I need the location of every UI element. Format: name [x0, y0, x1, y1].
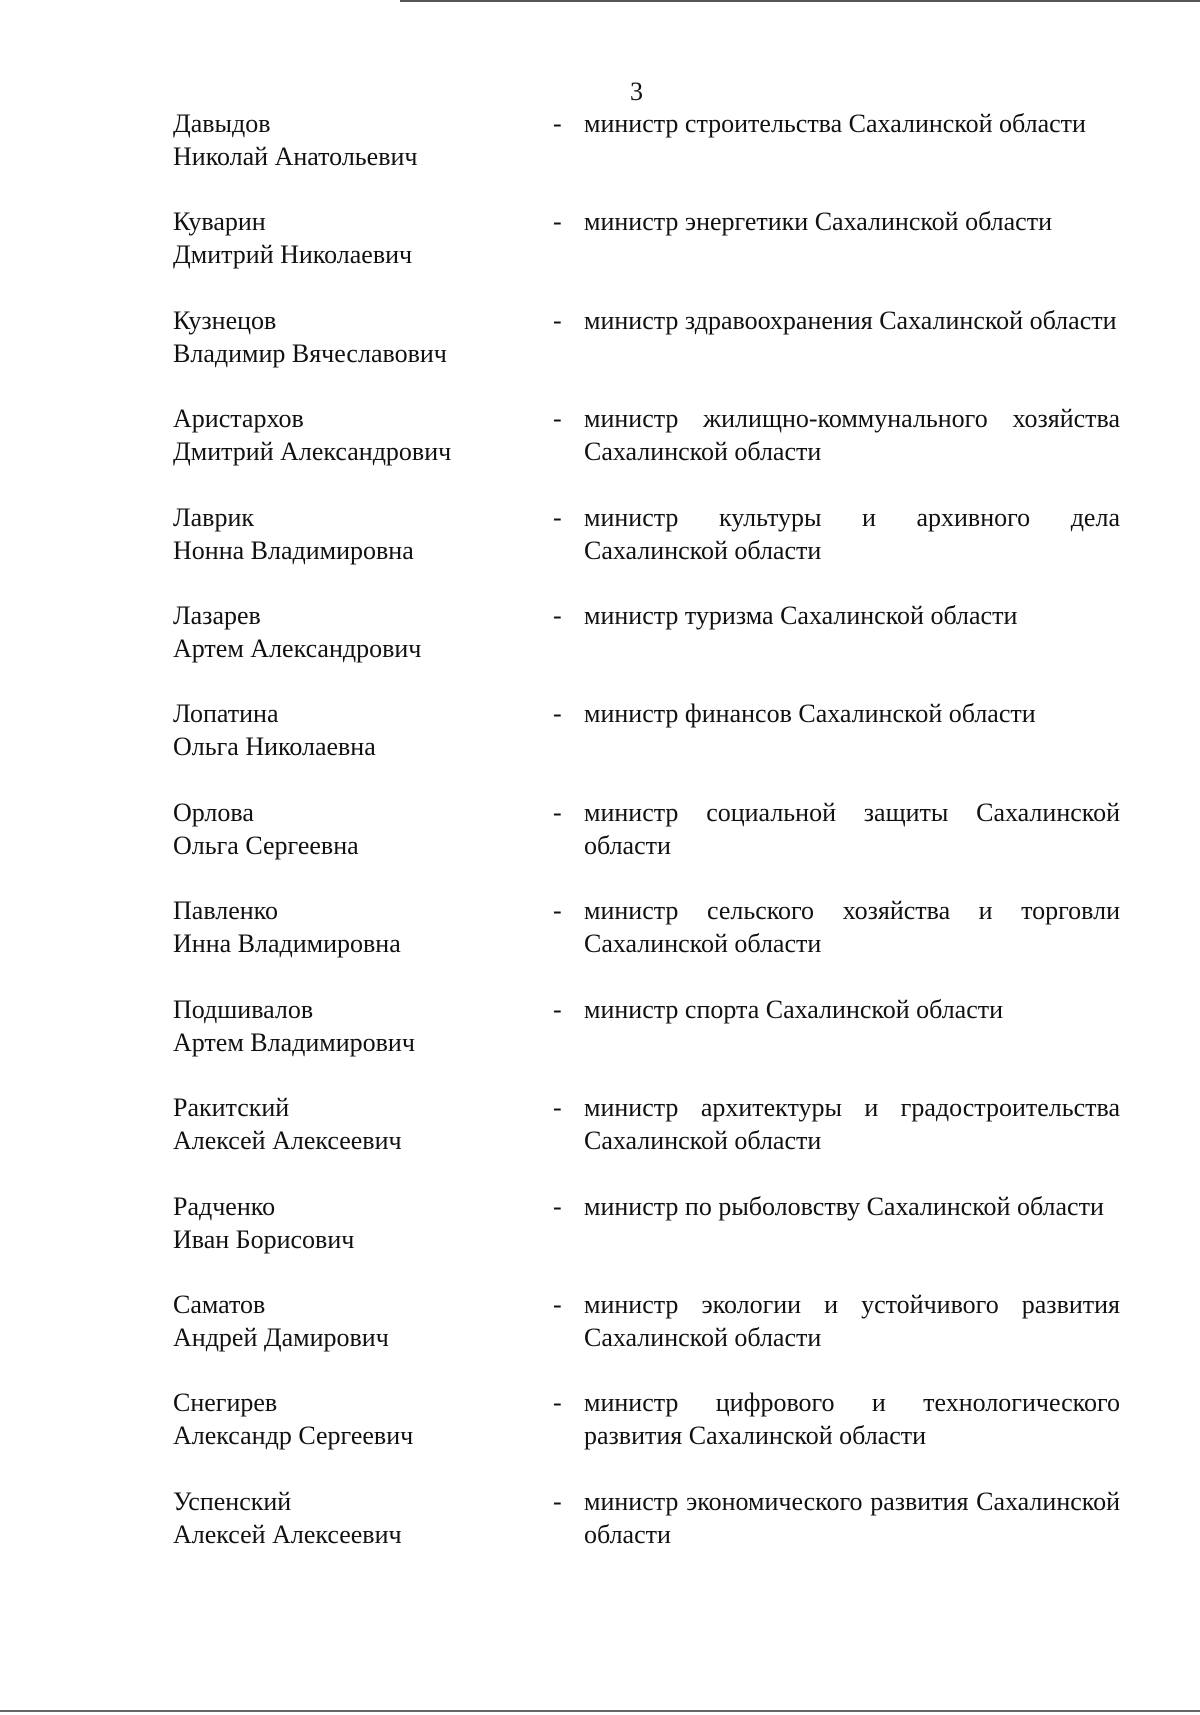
separator-dash: - — [553, 699, 562, 728]
given-names: Алексей Алексеевич — [173, 1519, 402, 1549]
position-title: министр культуры и архивного дела Сахалинской области — [584, 503, 1120, 565]
position-title: министр строительства Сахалинской области — [584, 109, 1086, 138]
separator-dash: - — [553, 404, 562, 433]
position-title: министр сельского хозяйства и торговли Сахалинской области — [584, 896, 1120, 958]
surname: Снегирев — [173, 1388, 278, 1417]
position-title: министр здравоохранения Сахалинской области — [584, 306, 1117, 335]
given-names: Александр Сергеевич — [173, 1420, 414, 1450]
list-item — [0, 797, 1200, 863]
given-names: Инна Владимировна — [173, 928, 401, 958]
separator-dash: - — [553, 1192, 562, 1221]
position-title: министр спорта Сахалинской области — [584, 995, 1004, 1024]
position-title: министр социальной защиты Сахалинской области — [584, 798, 1120, 860]
position-title: министр архитектуры и градостроительства Сахалинской области — [584, 1093, 1120, 1155]
list-item — [0, 994, 1200, 1060]
given-names: Иван Борисович — [173, 1224, 355, 1254]
person-name — [173, 206, 533, 271]
list-item — [0, 1387, 1200, 1453]
position-title: министр экономического развития Сахалинской области — [584, 1487, 1120, 1549]
person-name — [173, 1486, 533, 1551]
position-title: министр энергетики Сахалинской области — [584, 207, 1052, 236]
scan-edge-bottom — [0, 1710, 1200, 1712]
given-names: Ольга Николаевна — [173, 731, 376, 761]
list-item — [0, 206, 1200, 272]
list-item — [0, 600, 1200, 666]
list-item — [0, 502, 1200, 568]
surname: Давыдов — [173, 109, 271, 138]
separator-dash: - — [553, 1290, 562, 1319]
surname: Куварин — [173, 207, 266, 236]
separator-dash: - — [553, 503, 562, 532]
position-title: министр цифрового и технологического развития Сахалинской области — [584, 1388, 1120, 1450]
given-names: Артем Александрович — [173, 633, 422, 663]
separator-dash: - — [553, 306, 562, 335]
separator-dash: - — [553, 798, 562, 827]
given-names: Дмитрий Николаевич — [173, 239, 413, 269]
separator-dash: - — [553, 601, 562, 630]
given-names: Андрей Дамирович — [173, 1322, 389, 1352]
surname: Лопатина — [173, 699, 279, 728]
person-name — [173, 600, 533, 665]
separator-dash: - — [553, 896, 562, 925]
list-item — [0, 1092, 1200, 1158]
surname: Павленко — [173, 896, 278, 925]
person-name — [173, 1387, 533, 1452]
person-name — [173, 502, 533, 567]
separator-dash: - — [553, 207, 562, 236]
position-title: министр финансов Сахалинской области — [584, 699, 1036, 728]
given-names: Алексей Алексеевич — [173, 1125, 402, 1155]
list-item — [0, 698, 1200, 764]
surname: Кузнецов — [173, 306, 277, 335]
position-title: министр экологии и устойчивого развития Сахалинской области — [584, 1290, 1120, 1352]
person-name — [173, 994, 533, 1059]
position-title: министр жилищно-коммунального хозяйства Сахалинской области — [584, 404, 1120, 466]
person-name — [173, 305, 533, 370]
page-number: 3 — [630, 77, 643, 106]
surname: Успенский — [173, 1487, 292, 1516]
given-names: Артем Владимирович — [173, 1027, 415, 1057]
person-name — [173, 1191, 533, 1256]
given-names: Нонна Владимировна — [173, 535, 414, 565]
separator-dash: - — [553, 1388, 562, 1417]
person-name — [173, 1289, 533, 1354]
list-item — [0, 1289, 1200, 1355]
list-item — [0, 305, 1200, 371]
position-title: министр туризма Сахалинской области — [584, 601, 1018, 630]
list-item — [0, 403, 1200, 469]
person-name — [173, 797, 533, 862]
list-item — [0, 1191, 1200, 1257]
given-names: Ольга Сергеевна — [173, 830, 359, 860]
given-names: Николай Анатольевич — [173, 141, 418, 171]
person-name — [173, 895, 533, 960]
scan-edge-top — [400, 0, 1200, 2]
separator-dash: - — [553, 1093, 562, 1122]
surname: Лазарев — [173, 601, 261, 630]
surname: Саматов — [173, 1290, 266, 1319]
list-item — [0, 1486, 1200, 1552]
person-name — [173, 698, 533, 763]
given-names: Владимир Вячеславович — [173, 338, 447, 368]
separator-dash: - — [553, 1487, 562, 1516]
separator-dash: - — [553, 109, 562, 138]
surname: Подшивалов — [173, 995, 314, 1024]
given-names: Дмитрий Александрович — [173, 436, 452, 466]
surname: Аристархов — [173, 404, 304, 433]
surname: Радченко — [173, 1192, 276, 1221]
person-name — [173, 1092, 533, 1157]
position-title: министр по рыболовству Сахалинской области — [584, 1192, 1104, 1221]
surname: Ракитский — [173, 1093, 290, 1122]
surname: Орлова — [173, 798, 254, 827]
list-item — [0, 895, 1200, 961]
person-name — [173, 108, 533, 173]
list-item — [0, 108, 1200, 174]
surname: Лаврик — [173, 503, 254, 532]
person-name — [173, 403, 533, 468]
separator-dash: - — [553, 995, 562, 1024]
